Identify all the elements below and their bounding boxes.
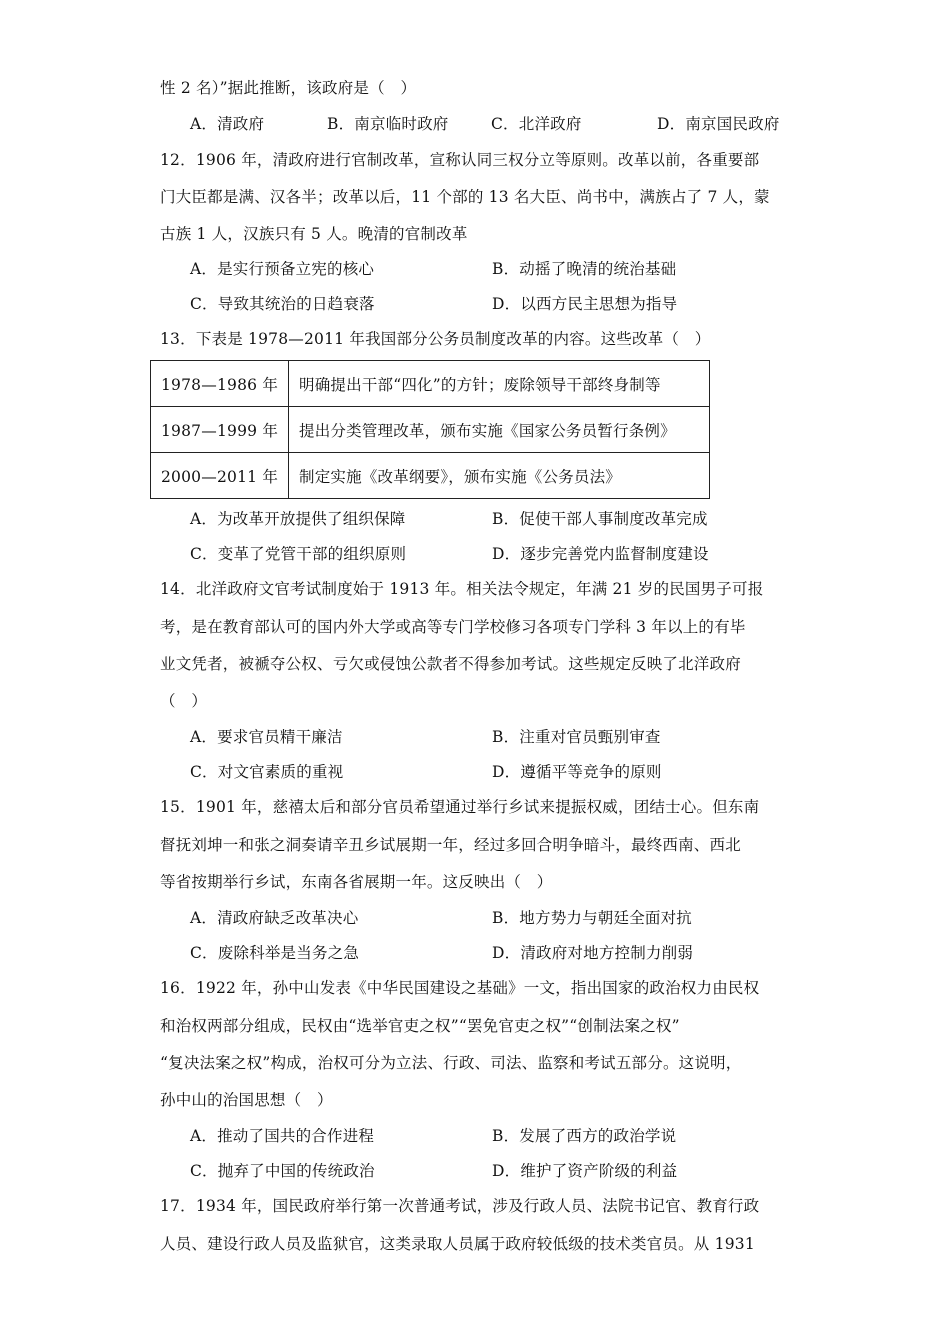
table-row [151,453,710,499]
table-row [151,407,710,453]
table-cell-content: 明确提出干部“四化”的方针；废除领导干部终身制等 [289,361,710,407]
q16-option-b: B．发展了西方的政治学说 [492,1127,677,1145]
q11-option-a: A．清政府 [190,115,265,133]
q15-option-a: A．清政府缺乏改革决心 [190,909,359,927]
q13-reform-table [150,360,710,499]
q12-option-b: B．动摇了晚清的统治基础 [492,260,677,278]
table-cell-period: 2000—2011 年 [151,453,289,499]
q15-option-d: D．清政府对地方控制力削弱 [492,944,694,962]
q11-option-c: C．北洋政府 [491,115,582,133]
q13-option-b: B．促使干部人事制度改革完成 [492,510,708,528]
q13-option-d: D．逐步完善党内监督制度建设 [492,545,709,563]
q11-option-b: B．南京临时政府 [327,115,449,133]
q14-option-b: B．注重对官员甄别审查 [492,728,661,746]
q12-option-d: D．以西方民主思想为指导 [492,295,678,313]
q11-stem-tail: 性 2 名）”据此推断，该政府是（ ） [160,79,417,97]
q16-stem-line: 16．1922 年，孙中山发表《中华民国建设之基础》一文，指出国家的政治权力由民权 [160,979,760,997]
q14-option-d: D．遵循平等竞争的原则 [492,763,662,781]
q16-option-a: A．推动了国共的合作进程 [190,1127,375,1145]
q16-option-c: C．抛弃了中国的传统政治 [190,1162,375,1180]
q17-stem-line: 17．1934 年，国民政府举行第一次普通考试，涉及行政人员、法院书记官、教育行政 [160,1197,760,1215]
table-cell-period: 1987—1999 年 [151,407,289,453]
table-row [151,361,710,407]
q13-stem: 13．下表是 1978—2011 年我国部分公务员制度改革的内容。这些改革（ ） [160,330,711,348]
q17-stem-line: 人员、建设行政人员及监狱官，这类录取人员属于政府较低级的技术类官员。从 1931 [160,1235,755,1253]
q15-stem-line: 等省按期举行乡试，东南各省展期一年。这反映出（ ） [160,873,553,891]
q13-option-a: A．为改革开放提供了组织保障 [190,510,406,528]
q14-option-a: A．要求官员精干廉洁 [190,728,343,746]
q16-stem-line: 孙中山的治国思想（ ） [160,1091,333,1109]
q14-stem-line: 考，是在教育部认可的国内外大学或高等专门学校修习各项专门学科 3 年以上的有毕 [160,618,746,636]
q16-stem-line: 和治权两部分组成，民权由“选举官吏之权”“罢免官吏之权”“创制法案之权” [160,1017,680,1035]
q12-stem-line: 12．1906 年，清政府进行官制改革，宣称认同三权分立等原则。改革以前，各重要部 [160,151,760,169]
q15-stem-line: 督抚刘坤一和张之洞奏请辛丑乡试展期一年，经过多回合明争暗斗，最终西南、西北 [160,836,741,854]
q15-stem-line: 15．1901 年，慈禧太后和部分官员希望通过举行乡试来提振权威，团结士心。但东南 [160,798,760,816]
table-cell-period: 1978—1986 年 [151,361,289,407]
q16-stem-line: “复决法案之权”构成，治权可分为立法、行政、司法、监察和考试五部分。这说明， [160,1054,742,1072]
q14-stem-line: （ ） [160,692,208,710]
q12-stem-line: 古族 1 人，汉族只有 5 人。晚清的官制改革 [160,225,468,243]
table-cell-content: 制定实施《改革纲要》，颁布实施《公务员法》 [289,453,710,499]
q13-option-c: C．变革了党管干部的组织原则 [190,545,407,563]
q12-option-c: C．导致其统治的日趋衰落 [190,295,375,313]
q11-option-d: D．南京国民政府 [657,115,780,133]
q16-option-d: D．维护了资产阶级的利益 [492,1162,678,1180]
q14-stem-line: 业文凭者，被褫夺公权、亏欠或侵蚀公款者不得参加考试。这些规定反映了北洋政府 [160,655,741,673]
q12-option-a: A．是实行预备立宪的核心 [190,260,375,278]
table-cell-content: 提出分类管理改革，颁布实施《国家公务员暂行条例》 [289,407,710,453]
q14-stem-line: 14．北洋政府文官考试制度始于 1913 年。相关法令规定，年满 21 岁的民国男子可报 [160,580,764,598]
q15-option-c: C．废除科举是当务之急 [190,944,360,962]
q14-option-c: C．对文官素质的重视 [190,763,344,781]
q15-option-b: B．地方势力与朝廷全面对抗 [492,909,692,927]
q12-stem-line: 门大臣都是满、汉各半；改革以后，11 个部的 13 名大臣、尚书中，满族占了 7 人，蒙 [160,188,770,206]
